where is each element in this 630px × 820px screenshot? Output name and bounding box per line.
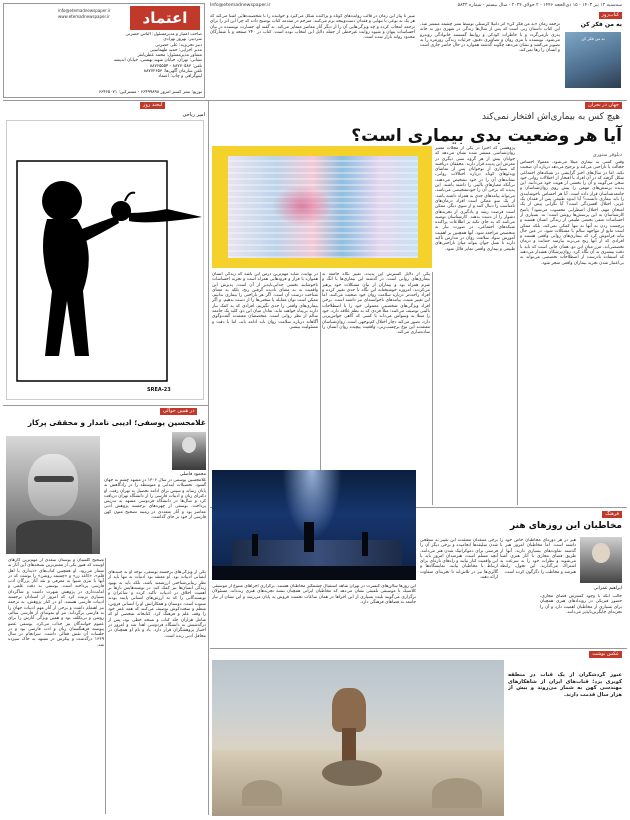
cartoon-caption: SREA-23: [147, 387, 171, 393]
author-portrait-small: [172, 432, 206, 470]
concert-caption: این روزها سالن‌های کنسرت در تهران شاهد استقبال چشمگیر مخاطبان هستند. برگزاری اجراهای متنوع از موسیقی کلاسیک تا موسیقی تلفیقی نشان می‌دهد که مخاطبان ایرانی همچنان تشنه تجربه‌های هنری زنده‌اند. مسئولان برگزاری می‌گویند بلیت بسیاری از این اجراها در همان ساعات نخست فروش به پایان می‌رسد و این نشان از نیاز جامعه به فضاهای فرهنگی دارد.: [212, 584, 416, 605]
lead-artwork-image: [212, 146, 432, 268]
staff-footer: توزیع: نشر گستر امروز ۶۶۴۹۹۸۹۸ - مشترکین: ۶۶۴۶۵۰۷۱: [98, 90, 202, 95]
concert-image: [212, 470, 416, 580]
section-tag-book: کتاب‌روز: [599, 12, 622, 19]
staff-line: دبیر تحریریه: علی حضرتی: [155, 42, 202, 48]
lead-body-col2: پژوهشی که اخیراً در یکی از مجلات معتبر روان‌شناسی منتشر شده نشان می‌دهد که جوانان بیش از هر گروه سنی دیگری در معرض این پدیده قرار دارند. محققان دریافتند که بسیاری از نوجوانان پس از تماشای ویدئوهای کوتاه درباره اختلالات روانی، نشانه‌های آن را در خود تشخیص می‌دهند، بی‌آنکه معیارهای بالینی را داشته باشند. این پدیده که برخی آن را خودتشخیصی می‌نامند، می‌تواند پیامدهای جدی به همراه داشته باشد. از یک سو ممکن است افراد درمان‌های نامناسب را دنبال کنند و از سوی دیگر، ممکن است فرصت رشد و یادگیری از تجربه‌های دشوار را از دست بدهند. کارشناسان توصیه می‌کنند که به جای تکیه بر اطلاعات پراکنده شبکه‌های اجتماعی، در صورت نیاز به متخصص مراجعه شود. آنها همچنین بر اهمیت آموزش سواد سلامت روان در مدارس تأکید دارند تا نسل جوان بتواند میان ناراحتی‌های طبیعی و بیماری واقعی تمایز قائل شود.: [435, 146, 515, 252]
staff-line: تلفن سازمان آگهی‌ها: ۸۸۷۷۲۶۵۳: [143, 69, 202, 75]
staff-line: سردبیر: بهروز بهزادی: [163, 37, 202, 43]
book-cover-image: [565, 32, 621, 88]
masthead-logo: اعتماد: [130, 6, 200, 30]
memory-headline: غلامحسین یوسفی؛ ادیبی نامدار و محققی پرکار: [27, 418, 206, 427]
memory-body-c: یکی از ویژگی‌های برجسته یوسفی، توجه او به جنبه‌های انسانی ادبیات بود. او معتقد بود ادبیات نه تنها باید از نظر زیبایی‌شناختی ارزشمند باشد، بلکه باید به بهبود زندگی انسان‌ها نیز کمک کند. در نوشته‌هایش بارها بر اهمیت اخلاق در ادبیات تأکید کرده و شاعران و نویسندگانی را که به ارزش‌های انسانی پایبند بودند ستوده است. دوستان و همکارانش او را انسانی فروتن، منظم و سخت‌کوش توصیف می‌کنند که همه عمر خود را وقف علم و فرهنگ کرد. کتابخانه شخصی او که شامل هزاران جلد کتاب و نسخه خطی بود، پس از درگذشتش به دانشگاه فردوسی اهدا شد و امروز در اختیار پژوهشگران قرار دارد. یاد و نام او همچنان در محافل ادبی زنده است.: [108, 570, 206, 639]
staff-line: مشاور مدیرمسئول: محمد عطریانفر: [137, 53, 202, 59]
section-tag-lead: جهان در بحران: [585, 102, 622, 109]
lead-body-col4: در نهایت، شاید مهم‌ترین درس این باشد که زندگی انسان همواره با فراز و فرودهایی همراه است و تجربه احساسات ناخوشایند بخشی جدایی‌ناپذیر از آن است. پذیرش این واقعیت نه به معنای نادیده گرفتن رنج، بلکه به معنای شناخت درست آن است. اگر هر ناراحتی را بیماری بدانیم، ممکن است توان مقابله با سختی‌ها را از دست بدهیم. و اگر بیماری‌های واقعی را جدی نگیریم، افرادی که به کمک نیاز دارند بی‌پناه خواهند ماند. تعادل میان این دو، کلید یک جامعه سالم از نظر روانی است. متخصصان معتقدند گفت‌وگوی آگاهانه درباره سلامت روان باید ادامه یابد، اما با دقت و مسئولیت بیشتر.: [212, 272, 318, 330]
profile-portrait-image: [6, 436, 100, 554]
memory-body-b: تصحیح گلستان و بوستان سعدی از مهم‌ترین کارهای اوست که هنوز یکی از معتبرترین نسخه‌های این آثار به شمار می‌رود. او همچنین کتاب‌های «دیداری با اهل قلم»، «کاغذ زر» و «چشمه روشن» را نوشت که در آنها با نثری شیوا به معرفی و نقد آثار بزرگان ادب فارسی پرداخته است. یوسفی به دقت علمی و امانت‌داری در پژوهش شهرت داشت و شاگردان بسیاری تربیت کرد که امروز از استادان برجسته ادبیات فارسی هستند. او در کنار پژوهش، به ترجمه نیز اهتمام داشت و برخی از آثار مهم ادبیات جهان را به فارسی برگرداند. نثر او نمونه‌ای از فارسی سالم، روشن و بی‌تکلف بود و همین ویژگی آثارش را برای عموم خوانندگان نیز جذاب می‌کرد. یوسفی عضو پیوسته فرهنگستان زبان و ادب فارسی بود و در جلسات آن نقش فعالی داشت. سرانجام در سال ۱۳۶۹ درگذشت و پیکرش در مشهد به خاک سپرده شد.: [8, 558, 104, 648]
photo-caption: عبور گردشگران از یک قنات در منطقه کویری یزد؛ قنات‌های ایران از شاهکارهای مهندسی کهن به شمار می‌روند و بیش از هزار سال قدمت دارند.: [508, 672, 622, 698]
cartoon-author: امیر ریاحی: [182, 112, 205, 118]
staff-line: تلفن: ۸۸۷۷۰۵۸۳ - ۸۸۷۶۵۵۵۴: [149, 63, 202, 69]
memory-body-a: غلامحسین یوسفی در سال ۱۳۰۶ در مشهد چشم به جهان گشود. تحصیلات ابتدایی و متوسطه را در زادگاهش به پایان رساند و سپس برای ادامه تحصیل به تهران رفت. او دکترای زبان و ادبیات فارسی را از دانشگاه تهران دریافت کرد و سال‌ها در دانشگاه فردوسی مشهد به تدریس پرداخت. یوسفی از چهره‌های برجسته پژوهش ادبی معاصر بود و آثار متعددی در زمینه تصحیح متون کهن فارسی از خود بر جای گذاشت.: [104, 478, 206, 521]
masthead-email[interactable]: info@etemadnewspaper.ir: [58, 8, 111, 13]
book-cover-title: به من فکر کن: [581, 36, 605, 41]
staff-line: صاحب امتیاز و مدیرمسئول: الیاس حضرتی: [125, 32, 202, 37]
qanat-photo-image: [212, 660, 504, 816]
section-tag-culture: فرهنگ: [602, 511, 622, 518]
culture-headline: مخاطبان این روزهای هنر: [510, 521, 622, 531]
staff-line: مدیر اجرایی: حمید طهماسبی: [149, 47, 202, 53]
cartoon-image: [6, 120, 204, 400]
lead-headline: آیا هر وضعیت بدی بیماری است؟: [351, 126, 622, 146]
culture-body-b: برخی منتقدان معتقدند این تغییر به سطحی شدن سلیقه‌ها انجامیده و برخی دیگر آن را فرصتی برای دموکراتیک شدن هنر می‌دانند. آنچه مسلم است، هنرمندان امروز باید با این واقعیت کنار بیایند و راه‌های تازه‌ای برای ارتباط با مخاطبان بیابند. نمایشگاه‌ها و گالری‌ها نیز در تلاش‌اند تا تجربه‌ای متفاوت ارائه دهند.: [420, 538, 498, 581]
memory-byline: محمود فاضلی: [179, 472, 206, 477]
staff-line: نشانی: تهران، خیابان شهید بهشتی، خیابان اندیشه: [113, 58, 202, 64]
dateline: سه‌شنبه ۱۲ تیر ۱۴۰۳ - ۱۵ ذی‌الحجه ۱۴۴۶ - ۲ جولای ۲۰۲۴ - سال بیستم - شماره ۵۸۳۲: [457, 3, 622, 8]
culture-body-c: جالب آنکه با وجود گسترش فضای مجازی، حضور فیزیکی در رویدادهای هنری همچنان برای بسیاری از مخاطبان اهمیت دارد و آن را تجربه‌ای جایگزین‌ناپذیر می‌دانند.: [540, 594, 622, 615]
culture-byline: ابراهیم عمرانی: [593, 586, 622, 591]
top-email[interactable]: Info@etemadnewspaper.ir: [210, 3, 271, 8]
section-tag-cartoon: لبخند روز: [140, 102, 165, 109]
book-text-2: سیر تا پیاز این رمان در قالب روایت‌های کوتاه و پراکنده شکل می‌گیرد و خواننده را با شخصیت‌هایی آشنا می‌کند که هر یک به نوعی با تنهایی و فقدان دست‌وپنجه نرم می‌کنند. مترجم در مقدمه کتاب توضیح داده که چرا این اثر را برای ترجمه انتخاب کرده و چه ویژگی‌هایی آن را از دیگر آثار معاصر متمایز می‌کند. به گفته او، جسارت نویسنده در بیان احساسات پنهان و شیوه روایت غیرخطی از جمله دلایل این انتخاب بوده است. کتاب در ۲۴۰ صفحه و با شمارگان محدود روانه بازار شده است.: [210, 14, 415, 41]
section-tag-memory: در همین حوالی: [160, 408, 197, 415]
book-title: به من فکر کن: [580, 21, 622, 28]
lead-kicker: هیچ کس به بیماری‌اش افتخار نمی‌کند: [481, 112, 620, 122]
lead-body-col1: وقتی کسی به بیماری مبتلا می‌شود، معمولاً احساس خجالت یا ناراحتی می‌کند و ترجیح می‌دهد درباره آن صحبت نکند. اما در سال‌های اخیر گرایشی در شبکه‌های اجتماعی شکل گرفته که در آن افراد با افتخار از اختلالات روانی خود سخن می‌گویند و آن را بخشی از هویت خود می‌دانند. این پدیده پرسش‌های مهمی را پیش روی روان‌شناسان و جامعه‌شناسان قرار داده است. آیا هر احساس ناخوشایندی را باید بیماری دانست؟ آیا اندوه طبیعی پس از فقدان یک عزیز، اختلال افسردگی است؟ آیا نگرانی پیش از یک امتحان مهم، اختلال اضطرابی محسوب می‌شود؟ پاسخ کارشناسان به این پرسش‌ها روشن است: نه. بسیاری از احساسات منفی بخشی طبیعی از زندگی انسان هستند و برچسب زدن به آنها نه تنها کمکی نمی‌کند، بلکه ممکن است مانع از مواجهه سالم با مشکلات شود. در عین حال نباید فراموش کرد که بیماری‌های روانی واقعی هستند و افرادی که از آنها رنج می‌برند نیازمند حمایت و درمان تخصصی‌اند. مرز میان این دو، همان جایی است که باید با دقت بیشتری به آن نگاه کرد. روان‌پزشکان هشدار می‌دهند که استفاده نادرست از اصطلاحات تخصصی می‌تواند به بی‌اعتبار شدن تجربه بیماران واقعی منجر شود.: [520, 160, 624, 266]
lead-byline: دیلوفر ستوری: [592, 152, 622, 158]
lead-body-col3: یکی از دلایل گسترش این پدیده، تغییر نگاه جامعه به بیماری‌های روانی است. در گذشته این بیماری‌ها با انگ و شرم همراه بود و بیماران از بیان مشکلات خود پرهیز می‌کردند. امروزه خوشبختانه این نگاه تا حدی تغییر کرده و افراد راحت‌تر درباره سلامت روان خود صحبت می‌کنند. اما این تغییر مثبت، پیامدهای ناخواسته‌ای نیز داشته است. برخی افراد ویژگی‌های شخصیتی معمولی خود را با اصطلاحات بالینی توصیف می‌کنند؛ مثلاً فردی که به نظم علاقه دارد، خود را مبتلا به وسواس می‌داند یا کسی که گاهی حواس‌پرتی دارد، تصور می‌کند دچار اختلال کم‌توجهی است. روان‌شناسان معتقدند این نوع برچسب‌زنی، واقعیت پیچیده روان انسان را ساده‌سازی می‌کند.: [322, 272, 430, 336]
staff-list: [6, 32, 202, 88]
masthead-site[interactable]: www.etemadnewspaper.ir: [58, 14, 110, 19]
section-tag-photo: عکس نوشت: [589, 651, 622, 658]
staff-line: لیتوگرافی و چاپ: اعتماد: [158, 74, 202, 80]
book-text: ترجمه رمان «به من فکر کن» اثر دانیلا کرستلی توسط نشر چشمه منتشر شد. این کتاب داستان زنی است که پس از سال‌ها زندگی در شهری دور به خانه پدری بازمی‌گردد و با خاطرات کودکی و روابط گسسته خانوادگی روبه‌رو می‌شود. نویسنده با نثری روان و تصاویری دقیق، جزئیات زندگی روزمره را به تصویر می‌کشد و نشان می‌دهد چگونه گذشته همواره در حال حاضر جاری است و انسان را رها نمی‌کند.: [420, 22, 560, 54]
culture-body-a: هنر در هر دوره‌ای مخاطبان خاص خود را داشته است. اما مخاطبان امروز هنر با گذشته تفاوت‌های بسیاری دارند. آنها از طریق فضای مجازی با آثار هنری آشنا می‌شوند و نظرات خود را به سرعت به اشتراک می‌گذارند. این تحول، رابطه هنرمند و مخاطب را دگرگون کرده است.: [500, 538, 576, 575]
culture-author-image: [580, 537, 622, 583]
